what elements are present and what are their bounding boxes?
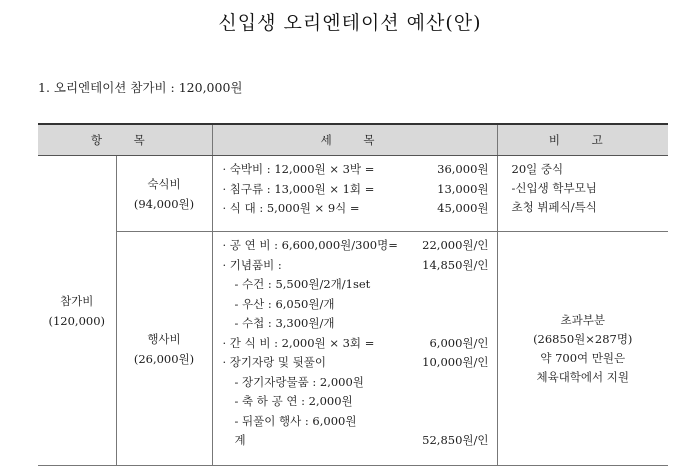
note-line: 초과부분 (560, 312, 605, 327)
detail-line-amount: 14,850원/인 (422, 257, 489, 272)
group-cell (38, 156, 116, 466)
detail-line (223, 236, 489, 256)
budget-table (38, 123, 668, 466)
detail-line-text: 계 (234, 433, 246, 447)
table-header-row (38, 124, 668, 156)
detail-line (223, 334, 489, 354)
section-heading: 1. 오리엔테이션 참가비 : 120,000원 (38, 80, 243, 95)
detail-line-amount: 10,000원/인 (422, 355, 489, 369)
detail-line-text: · 침구류 : 13,000원 × 1회 = (222, 181, 375, 196)
detail-line (223, 275, 489, 295)
detail-line-text: - 수건 : 5,500원/2개/1set (234, 277, 371, 291)
note-line: (26850원×287명) (533, 331, 633, 346)
detail-line (223, 160, 489, 180)
table-row-accommodation (38, 156, 668, 232)
category-amount: (94,000원) (133, 196, 195, 211)
note-line: 약 700여 만원은 (540, 350, 626, 365)
detail-line-text: · 장기자랑 및 뒷풀이 (222, 355, 326, 369)
detail-line (223, 199, 489, 219)
detail-line-amount: 13,000원 (437, 181, 489, 196)
detail-line-text: · 기념품비 : (222, 257, 282, 272)
detail-line-amount: 36,000원 (437, 162, 489, 176)
category-events (116, 232, 212, 466)
detail-line (223, 256, 489, 276)
detail-events (212, 232, 497, 466)
note-line: 초청 뷔페식/특식 (511, 200, 597, 214)
detail-line (223, 431, 489, 451)
header-notes: 비 고 (497, 124, 668, 156)
detail-line-amount: 52,850원/인 (422, 433, 489, 447)
detail-line-text: - 우산 : 6,050원/개 (234, 296, 335, 311)
detail-line-text: · 식 대 : 5,000원 × 9식 = (222, 201, 360, 215)
detail-line (223, 314, 489, 334)
note-line: 체육대학에서 지원 (536, 369, 630, 384)
detail-line-text: · 공 연 비 : 6,600,000원/300명= (222, 238, 398, 252)
category-accommodation (116, 156, 212, 232)
notes-events (497, 232, 668, 466)
category-label: 행사비 (147, 331, 181, 346)
detail-accommodation (212, 156, 497, 232)
detail-line (223, 180, 489, 200)
detail-line (223, 412, 489, 432)
group-label: 참가비 (60, 293, 94, 308)
detail-line-text: · 간 식 비 : 2,000원 × 3회 = (222, 335, 375, 350)
detail-line-text: - 수첩 : 3,300원/개 (234, 316, 335, 330)
notes-accommodation (497, 156, 668, 232)
detail-line (223, 392, 489, 412)
detail-line-text: - 축 하 공 연 : 2,000원 (234, 394, 353, 408)
document-title: 신입생 오리엔테이션 예산(안) (218, 12, 482, 34)
detail-line-text: · 숙박비 : 12,000원 × 3박 = (222, 162, 375, 176)
detail-line (223, 353, 489, 373)
category-label: 숙식비 (147, 176, 181, 191)
detail-line (223, 373, 489, 393)
note-line: 20일 중식 (511, 162, 564, 176)
note-line: -신입생 학부모님 (511, 181, 597, 195)
category-amount: (26,000원) (133, 351, 195, 366)
detail-line-text: - 뒤풀이 행사 : 6,000원 (234, 413, 357, 428)
detail-line-amount: 45,000원 (437, 201, 489, 215)
detail-line-amount: 22,000원/인 (422, 238, 489, 252)
header-item: 항 목 (38, 124, 212, 156)
header-detail: 세 목 (212, 124, 497, 156)
detail-line-amount: 6,000원/인 (429, 335, 489, 350)
group-amount: (120,000) (48, 313, 106, 328)
detail-line (223, 295, 489, 315)
detail-line-text: - 장기자랑물품 : 2,000원 (234, 374, 364, 389)
table-row-events (38, 232, 668, 466)
